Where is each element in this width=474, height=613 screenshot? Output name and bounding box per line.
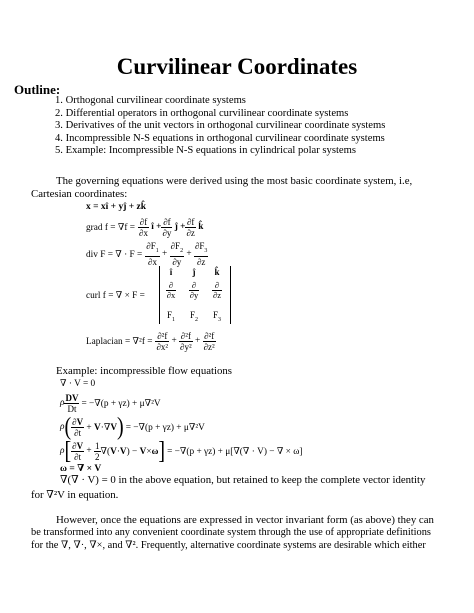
divergence-z-term: $\frac{\partial F_3}{\partial z}$: [194, 241, 208, 267]
continuity-equation: ∇ · V = 0: [60, 379, 96, 389]
closing-line-1: However, once the equations are expressed in vector invariant form (as above) they can: [56, 514, 434, 526]
outline-item: 5. Example: Incompressible N-S equations in cylindrical polar systems: [55, 145, 356, 157]
outline-heading: Outline:: [14, 82, 61, 97]
position-vector-equation: x = xî + yĵ + zk̂: [86, 202, 147, 212]
curl-label: curl f = ∇ × F =: [86, 291, 145, 301]
closing-line-3: for the ∇, ∇·, ∇×, and ∇². Frequently, alternative coordinate systems are desirable which either: [31, 540, 426, 551]
momentum-equation-3: ρ [ $\frac{\partial V}{\partial t}$ + $\frac{1}{2}$ ∇(V·V) − V×ω ] = −∇(p + γz) + μ[∇(∇ · V) − ∇ × ω]: [60, 437, 303, 465]
outline-list: [55, 95, 385, 158]
curl-determinant: î ĵ k̂ $\frac{\partial}{\partial x}$ $\frac{\partial}{\partial y}$ $\frac{\partial}{\partial z}$ $F_1$ $F_2$ $F_3$: [159, 266, 231, 324]
outline-item: 1. Orthogonal curvilinear coordinate systems: [55, 95, 246, 106]
outline-item: 3. Derivatives of the unit vectors in orthogonal curvilinear coordinate systems: [55, 120, 386, 132]
intro-line-1: The governing equations were derived using the most basic coordinate system, i.e,: [56, 175, 413, 187]
vorticity-equation: ω = ∇ × V: [60, 464, 102, 474]
divergence-equation: div F = ∇ · F = $\frac{\partial F_1}{\partial x}$ + $\frac{\partial F_2}{\partial y}$ + $\frac{\partial F_3}{\partial z}$: [86, 241, 208, 267]
gradient-y-term: $\frac{\partial f}{\partial y}$: [162, 216, 172, 238]
note-line-1: ∇(∇ · V) = 0 in the above equation, but retained to keep the complete vector identity: [60, 474, 426, 486]
example-heading: Example: incompressible flow equations: [56, 365, 233, 377]
laplacian-label: Laplacian = ∇²f =: [86, 336, 153, 347]
note-line-2: for ∇²V in equation.: [31, 489, 119, 501]
page-title: Curvilinear Coordinates: [116, 54, 358, 79]
closing-line-2: be transformed into any convenient coordinate system through the use of appropriate definitions: [31, 527, 431, 538]
laplacian-equation: Laplacian = ∇²f = $\frac{\text{∂²f}}{\text{∂x²}}$ + $\frac{\text{∂²f}}{\text{∂y²}}$ + $\frac{\text{∂²f}}{\text{∂z²}}$: [86, 330, 215, 352]
divergence-x-term: $\frac{\partial F_1}{\partial x}$: [146, 241, 159, 267]
momentum-equation-1: ρ $\frac{DV}{Dt}$ = −∇(p + γz) + μ∇²V: [60, 392, 161, 414]
divergence-y-term: $\frac{\partial F_2}{\partial y}$: [170, 241, 184, 267]
divergence-label: div F = ∇ · F =: [86, 249, 143, 260]
gradient-label: grad f = ∇f =: [86, 222, 135, 233]
intro-line-2: Cartesian coordinates:: [31, 188, 128, 200]
gradient-x-term: $\frac{\partial f}{\partial x}$: [139, 216, 148, 238]
gradient-equation: grad f = ∇f = $\frac{\partial f}{\partial x}$ î + $\frac{\partial f}{\partial y}$ ĵ + $\frac{\partial f}{\partial z}$ k̂: [86, 216, 204, 238]
momentum-equation-2: ρ ( $\frac{\partial V}{\partial t}$ + V·∇V ) = −∇(p + γz) + μ∇²V: [60, 413, 205, 441]
outline-item: 2. Differential operators in orthogonal curvilinear coordinate systems: [55, 107, 349, 119]
outline-item: 4. Incompressible N-S equations in orthogonal curvilinear coordinate systems: [55, 132, 385, 144]
gradient-z-term: $\frac{\partial f}{\partial z}$: [186, 216, 195, 238]
